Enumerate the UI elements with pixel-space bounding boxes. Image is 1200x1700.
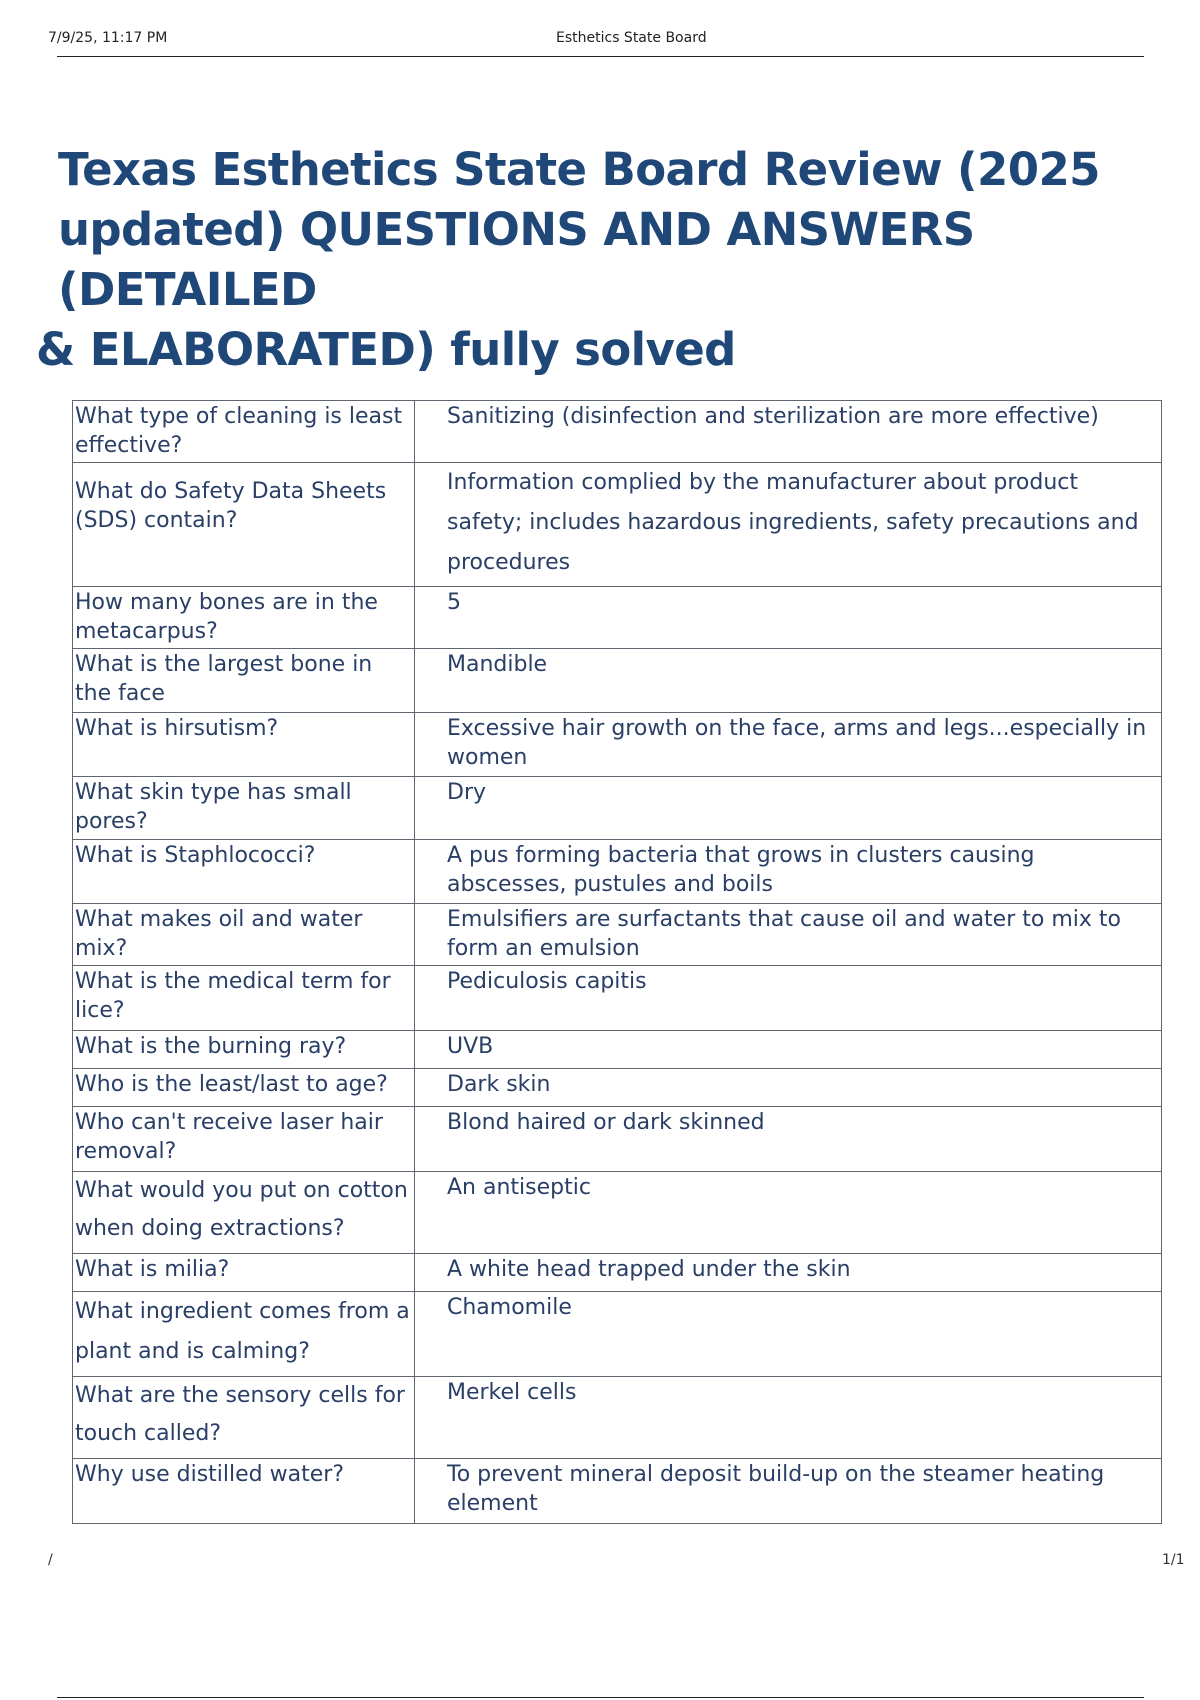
- document-title: [36, 140, 1196, 380]
- answer-cell: An antiseptic: [415, 1172, 1162, 1254]
- answer-cell: To prevent mineral deposit build-up on the steamer heating element: [415, 1459, 1162, 1524]
- answer-cell: A pus forming bacteria that grows in clusters causing abscesses, pustules and boils: [415, 840, 1162, 904]
- table-row: [73, 463, 1162, 587]
- question-cell: What is Staphlococci?: [73, 840, 415, 904]
- question-cell: Why use distilled water?: [73, 1459, 415, 1524]
- answer-cell: Information complied by the manufacturer about product safety; includes hazardous ingredients, safety precautions and procedures: [415, 463, 1162, 587]
- answer-cell: Emulsifiers are surfactants that cause oil and water to mix to form an emulsion: [415, 904, 1162, 966]
- footer-mark: /: [48, 1552, 53, 1568]
- title-line-3: & ELABORATED) fully solved: [36, 323, 736, 376]
- question-cell: What is hirsutism?: [73, 713, 415, 777]
- question-cell: What is the burning ray?: [73, 1031, 415, 1069]
- question-cell: Who can't receive laser hair removal?: [73, 1107, 415, 1172]
- question-cell: What is the medical term for lice?: [73, 966, 415, 1031]
- question-cell: What ingredient comes from a plant and is calming?: [73, 1292, 415, 1377]
- answer-cell: 5: [415, 587, 1162, 649]
- question-cell: Who is the least/last to age?: [73, 1069, 415, 1107]
- table-row: [73, 1069, 1162, 1107]
- question-cell: How many bones are in the metacarpus?: [73, 587, 415, 649]
- table-row: [73, 966, 1162, 1031]
- answer-cell: Pediculosis capitis: [415, 966, 1162, 1031]
- question-cell: What is milia?: [73, 1254, 415, 1292]
- table-row: [73, 587, 1162, 649]
- qa-table: [72, 400, 1162, 1524]
- answer-cell: A white head trapped under the skin: [415, 1254, 1162, 1292]
- title-line-2: updated) QUESTIONS AND ANSWERS (DETAILED: [58, 203, 975, 316]
- table-row: [73, 1459, 1162, 1524]
- answer-cell: Dark skin: [415, 1069, 1162, 1107]
- question-cell: What type of cleaning is least effective?: [73, 401, 415, 463]
- question-cell: What makes oil and water mix?: [73, 904, 415, 966]
- table-row: [73, 649, 1162, 713]
- answer-cell: Blond haired or dark skinned: [415, 1107, 1162, 1172]
- question-cell: What skin type has small pores?: [73, 777, 415, 840]
- page-indicator: 1/1: [1162, 1552, 1185, 1568]
- question-cell: What are the sensory cells for touch called?: [73, 1377, 415, 1459]
- answer-cell: UVB: [415, 1031, 1162, 1069]
- answer-cell: Mandible: [415, 649, 1162, 713]
- question-cell: What would you put on cotton when doing extractions?: [73, 1172, 415, 1254]
- title-line-1: Texas Esthetics State Board Review (2025: [58, 143, 1100, 196]
- header-divider: [57, 56, 1144, 57]
- print-page-title: Esthetics State Board: [556, 30, 707, 46]
- answer-cell: Chamomile: [415, 1292, 1162, 1377]
- table-row: [73, 1292, 1162, 1377]
- table-row: [73, 1031, 1162, 1069]
- answer-cell: Dry: [415, 777, 1162, 840]
- answer-cell: Excessive hair growth on the face, arms and legs...especially in women: [415, 713, 1162, 777]
- table-row: [73, 1377, 1162, 1459]
- footer-divider: [57, 1697, 1144, 1698]
- table-row: [73, 713, 1162, 777]
- table-row: [73, 840, 1162, 904]
- question-cell: What do Safety Data Sheets (SDS) contain?: [73, 463, 415, 587]
- table-row: [73, 1107, 1162, 1172]
- table-row: [73, 904, 1162, 966]
- answer-cell: Merkel cells: [415, 1377, 1162, 1459]
- table-row: [73, 777, 1162, 840]
- table-row: [73, 1172, 1162, 1254]
- answer-cell: Sanitizing (disinfection and sterilization are more effective): [415, 401, 1162, 463]
- print-datetime: 7/9/25, 11:17 PM: [48, 30, 168, 46]
- table-row: [73, 401, 1162, 463]
- table-row: [73, 1254, 1162, 1292]
- question-cell: What is the largest bone in the face: [73, 649, 415, 713]
